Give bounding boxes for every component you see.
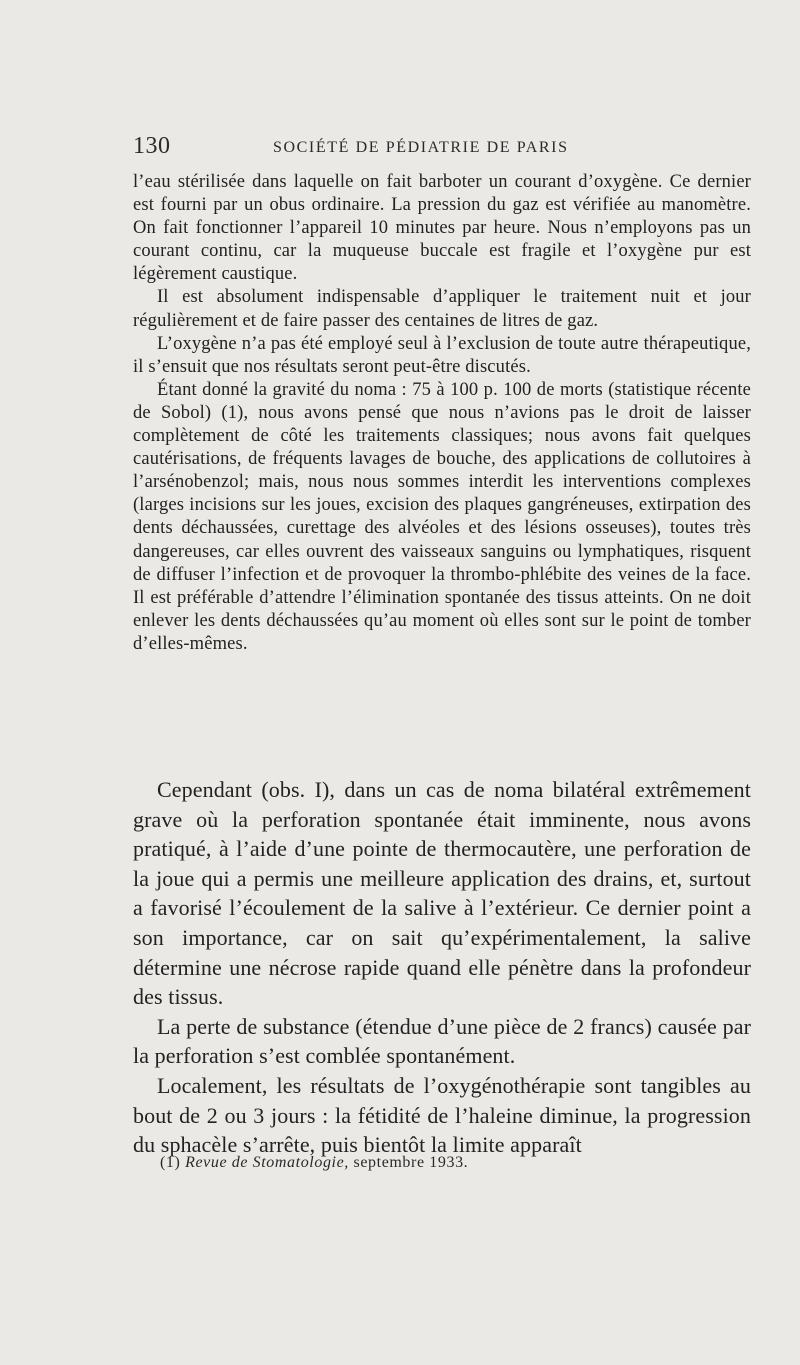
page-header (133, 133, 751, 165)
paragraph: Il est absolument indispensable d’appliquer le traitement nuit et jour régulièrement et de faire passer des centaines de litres de gaz. (133, 287, 751, 331)
paragraph: La perte de substance (étendue d’une pièce de 2 francs) causée par la perforation s’est comblée spontanément. (133, 1013, 751, 1069)
body-text-large (133, 775, 751, 1160)
page-number: 130 (133, 133, 171, 159)
footnote-marker: (1) (160, 1154, 181, 1171)
paragraph: L’oxygène n’a pas été employé seul à l’exclusion de toute autre thérapeutique, il s’ensuit que nos résultats seront peut-être discutés. (133, 333, 751, 377)
paragraph: Étant donné la gravité du noma : 75 à 100 p. 100 de morts (statistique récente de Sobol) (1), nous avons pensé que nous n’avions pas le droit de laisser complètement de côté les traitements classiques; nous avons fait quelques cautérisations, de fréquents lavages de bouche, des applications de collutoires à l’arsénobenzol; mais, nous nous sommes interdit les interventions complexes (larges incisions sur les joues, excision des plaques gangréneuses, extirpation des dents déchaussées, curettage des alvéoles et des lésions osseuses), toutes très dangereuses, car elles ouvrent des vaisseaux sanguins ou lymphatiques, risquent de diffuser l’infection et de provoquer la thrombo-phlébite des veines de la face. Il est préférable d’attendre l’élimination spontanée des tissus atteints. On ne doit enlever les dents déchaussées qu’au moment où elles sont sur le point de tomber d’elles-mêmes. (133, 379, 751, 654)
footnote-journal: Revue de Stomatologie, (185, 1154, 349, 1171)
paragraph: Localement, les résultats de l’oxygénothérapie sont tangibles au bout de 2 ou 3 jours : la fétidité de l’haleine diminue, la progression du sphacèle s’arrête, puis bientôt la limite apparaît (133, 1072, 751, 1158)
footnote-date: septembre 1933. (353, 1154, 469, 1171)
running-title: SOCIÉTÉ DE PÉDIATRIE DE PARIS (273, 139, 569, 156)
paragraph: l’eau stérilisée dans laquelle on fait barboter un courant d’oxygène. Ce dernier est fourni par un obus ordinaire. La pression du gaz est vérifiée au manomètre. On fait fonctionner l’appareil 10 minutes par heure. Nous n’employons pas un courant continu, car la muqueuse buccale est fragile et l’oxygène pur est légèrement caustique. (133, 172, 751, 285)
body-text-small (133, 171, 751, 656)
paragraph: Cependant (obs. I), dans un cas de noma bilatéral extrêmement grave où la perforation spontanée était imminente, nous avons pratiqué, à l’aide d’une pointe de thermocautère, une perforation de la joue qui a permis une meilleure application des drains, et, surtout a favorisé l’écoulement de la salive à l’extérieur. Ce dernier point a son importance, car on sait qu’expérimentalement, la salive détermine une nécrose rapide quand elle pénètre dans la profondeur des tissus. (133, 777, 751, 1010)
footnote (160, 1154, 468, 1172)
